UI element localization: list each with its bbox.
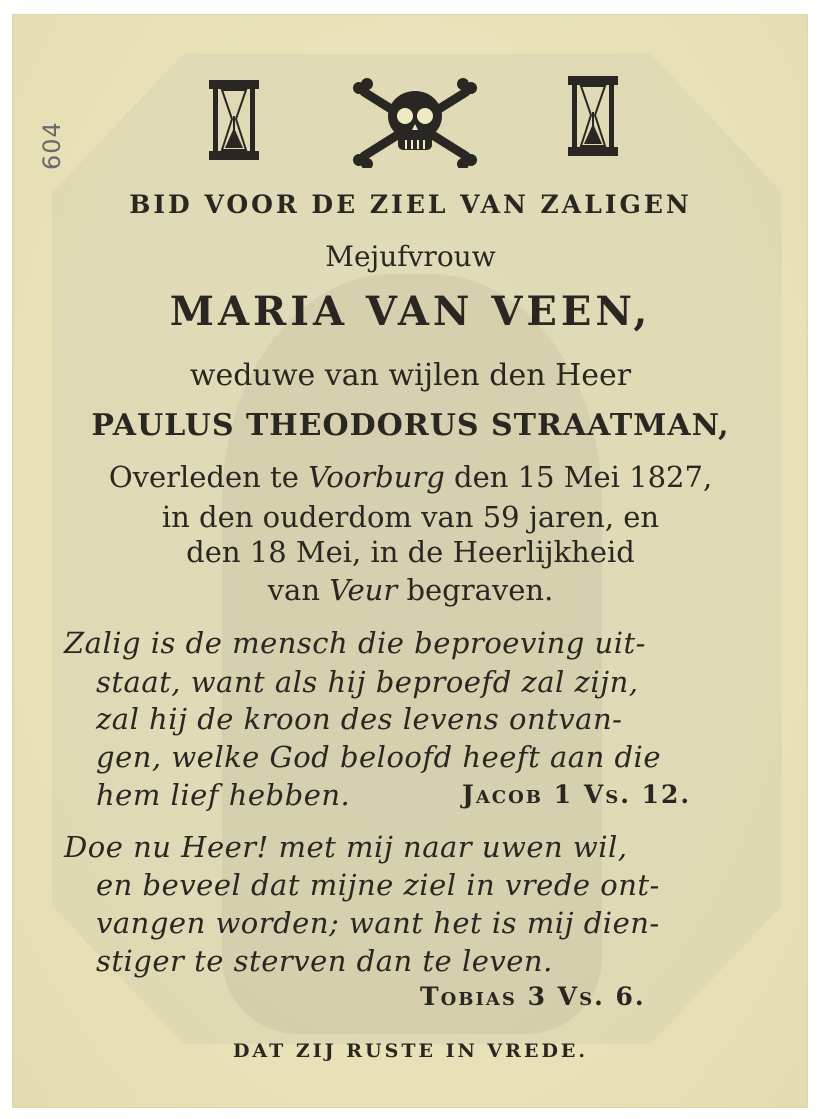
verse1-line: Zalig is de mensch die beproeving uit- [64,626,646,660]
burial-suffix: begraven. [406,573,554,607]
verse2-line: Doe nu Heer! met mij naar uwen wil, [64,830,628,864]
prayer-heading: BID VOOR DE ZIEL VAN ZALIGEN [129,190,692,219]
verse1-line: gen, welke God beloofd heeft aan die [96,740,661,774]
verse1-reference: Jacob 1 Vs. 12. [462,780,692,809]
death-place: Voorburg [308,460,445,494]
verse2-reference: Tobias 3 Vs. 6. [420,982,646,1011]
death-date: den 15 Mei 1827, [454,460,713,494]
death-line-1 [0,460,821,494]
burial-prefix: van [267,573,321,607]
title-mejufvrouw: Mejufvrouw [325,240,496,273]
death-line-4 [0,573,821,607]
husband-name: PAULUS THEODORUS STRAATMAN, [91,408,730,443]
death-line-2: in den ouderdom van 59 jaren, en [161,500,660,534]
verse2-line: stiger te sterven dan te leven. [96,944,553,978]
verse1-line: hem lief hebben. [96,778,351,812]
skull-crossbones-icon [350,78,480,168]
archive-number: 604 [38,121,66,170]
verse1-line: staat, want als hij beproefd zal zijn, [96,665,639,699]
burial-place: Veur [329,573,398,607]
relation-text: weduwe van wijlen den Heer [189,358,632,393]
verse1-line: zal hij de kroon des levens ontvan- [96,702,623,736]
footer-rest-in-peace: DAT ZIJ RUSTE IN VREDE. [232,1040,589,1062]
verse2-line: vangen worden; want het is mij dien- [96,906,660,940]
hourglass-icon [566,74,620,158]
death-line-3: den 18 Mei, in de Heerlijkheid [186,535,635,569]
hourglass-icon [207,78,261,162]
death-prefix: Overleden te [108,460,299,494]
verse2-line: en beveel dat mijne ziel in vrede ont- [96,868,660,902]
deceased-name: MARIA VAN VEEN, [169,288,652,335]
